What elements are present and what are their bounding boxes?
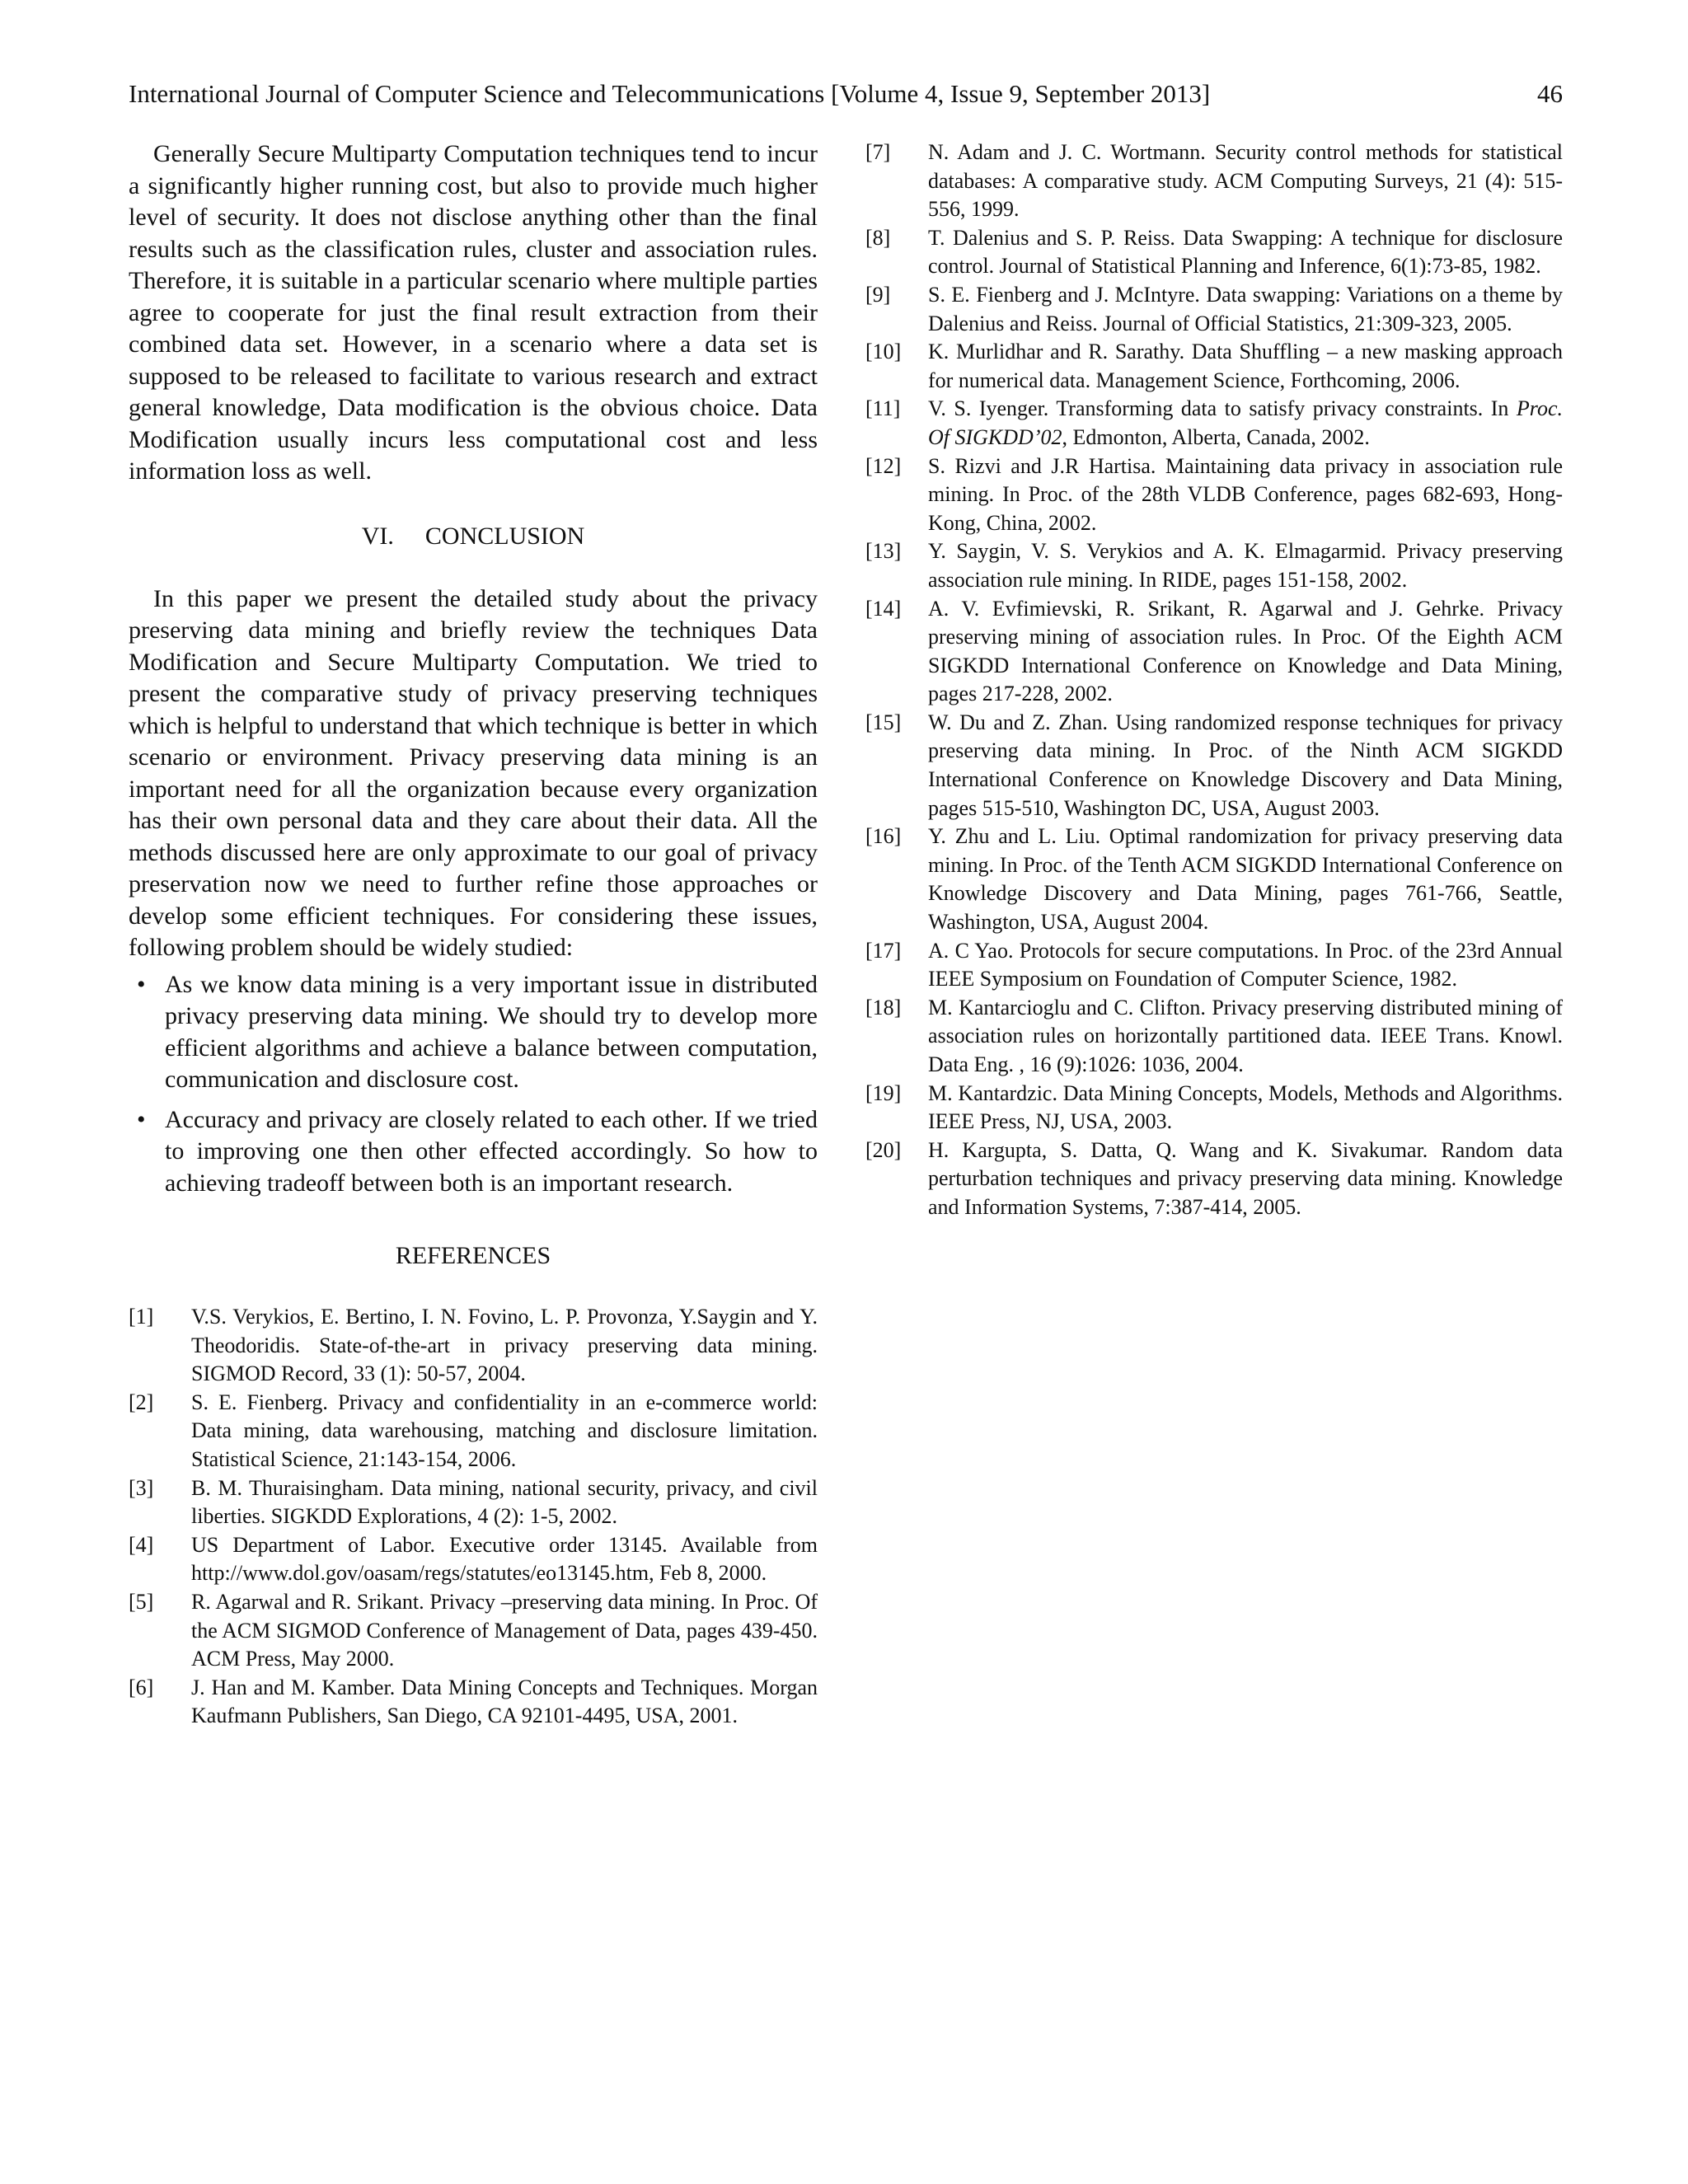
conclusion-heading — [129, 521, 818, 552]
reference-number: [1] — [129, 1305, 154, 1329]
reference-item — [865, 709, 1563, 823]
journal-header-title: International Journal of Computer Science and Telecommunications [Volume 4, Issue 9, September 2013] — [129, 79, 1211, 108]
references-heading: REFERENCES — [395, 1242, 551, 1269]
reference-item — [865, 537, 1563, 594]
reference-item — [129, 1389, 818, 1474]
conclusion-heading-number: VI. — [361, 522, 394, 550]
bullet-item — [129, 1104, 818, 1200]
reference-text: T. Dalenius and S. P. Reiss. Data Swapping: A technique for disclosure control. Journal of Statistical Planning and Inference, 6(1):73-85, 1982. — [928, 225, 1563, 279]
reference-number: [11] — [865, 396, 901, 421]
reference-number: [8] — [865, 225, 891, 250]
reference-number: [18] — [865, 995, 902, 1019]
reference-text: M. Kantardzic. Data Mining Concepts, Models, Methods and Algorithms. IEEE Press, NJ, USA, 2003. — [928, 1080, 1563, 1134]
reference-item — [129, 1531, 818, 1588]
reference-item — [129, 1474, 818, 1531]
reference-item — [129, 1303, 818, 1389]
reference-text: Y. Saygin, V. S. Verykios and A. K. Elmagarmid. Privacy preserving association rule mining. In RIDE, pages 151-158, 2002. — [928, 539, 1563, 592]
reference-text: N. Adam and J. C. Wortmann. Security control methods for statistical databases: A comparative study. ACM Computing Surveys, 21 (4): 515-556, 1999. — [928, 140, 1563, 222]
running-header — [129, 74, 1563, 114]
reference-text: US Department of Labor. Executive order 13145. Available from http://www.dol.gov/oasam/regs/statutes/eo13145.htm, Feb 8, 2000. — [191, 1532, 818, 1586]
reference-number: [12] — [865, 453, 902, 478]
reference-text: S. Rizvi and J.R Hartisa. Maintaining data privacy in association rule mining. In Proc. of the 28th VLDB Conference, pages 682-693, Hong-Kong, China, 2002. — [928, 453, 1563, 535]
reference-item — [865, 138, 1563, 224]
reference-text — [928, 395, 1563, 452]
bullet-dot-icon: • — [137, 1105, 146, 1133]
reference-number: [14] — [865, 596, 902, 621]
reference-number: [16] — [865, 824, 902, 849]
reference-number: [3] — [129, 1475, 154, 1500]
reference-text: B. M. Thuraisingham. Data mining, national security, privacy, and civil liberties. SIGKDD Explorations, 4 (2): 1-5, 2002. — [191, 1475, 818, 1529]
reference-text: J. Han and M. Kamber. Data Mining Concepts and Techniques. Morgan Kaufmann Publishers, San Diego, CA 92101-4495, USA, 2001. — [191, 1675, 818, 1728]
bullet-text: As we know data mining is a very important issue in distributed privacy preserving data mining. We should try to develop more efficient algorithms and achieve a balance between computation, communication and disclosure cost. — [165, 970, 818, 1093]
reference-text-part: , Edmonton, Alberta, Canada, 2002. — [1062, 424, 1370, 449]
reference-item — [865, 1137, 1563, 1222]
reference-italic-venue: Proc. Of SIGKDD’02 — [928, 396, 1563, 449]
reference-item — [865, 281, 1563, 338]
reference-text-part: V. S. Iyenger. Transforming data to satisfy privacy constraints. In — [928, 396, 1517, 421]
reference-number: [2] — [129, 1390, 154, 1414]
reference-item — [865, 595, 1563, 709]
page-number: 46 — [1537, 79, 1563, 108]
reference-text: A. C Yao. Protocols for secure computations. In Proc. of the 23rd Annual IEEE Symposium on Foundation of Computer Science, 1982. — [928, 938, 1563, 991]
right-column — [865, 138, 1563, 1222]
reference-text: K. Murlidhar and R. Sarathy. Data Shuffling – a new masking approach for numerical data. Management Science, Forthcoming, 2006. — [928, 340, 1563, 392]
reference-item — [865, 937, 1563, 994]
reference-item — [865, 1080, 1563, 1137]
reference-number: [7] — [865, 140, 891, 164]
intro-paragraph: Generally Secure Multiparty Computation techniques tend to incur a significantly higher running cost, but also to provide much higher level of security. It does not disclose anything other than the final results such as the classification rules, cluster and association rules. Therefore, it is suitable in a particular scenario where multiple parties agree to cooperate for just the final result extraction from their combined data set. However, in a scenario where a data set is supposed to be released to facilitate to various research and extract general knowledge, Data modification is the obvious choice. Data Modification usually incurs less computational cost and less information loss as well. — [129, 140, 818, 485]
conclusion-heading-title: CONCLUSION — [424, 522, 585, 550]
conclusion-paragraph: In this paper we present the detailed study about the privacy preserving data mining and briefly review the techniques Data Modification and Secure Multiparty Computation. We tried to present the comparative study of privacy preserving techniques which is helpful to understand that which technique is better in which scenario or environment. Privacy preserving data mining is an important need for all the organization because every organization has their own personal data and they care about their data. All the methods discussed here are only approximate to our goal of privacy preservation now we need to further refine those approaches or develop some efficient techniques. For considering these issues, following problem should be widely studied: — [129, 584, 818, 961]
reference-item — [129, 1588, 818, 1674]
reference-item — [865, 994, 1563, 1080]
reference-text: V.S. Verykios, E. Bertino, I. N. Fovino, L. P. Provonza, Y.Saygin and Y. Theodoridis. State-of-the-art in privacy preserving data mining. SIGMOD Record, 33 (1): 50-57, 2004. — [191, 1305, 818, 1386]
reference-number: [13] — [865, 539, 902, 564]
reference-number: [19] — [865, 1080, 902, 1105]
reference-text: A. V. Evfimievski, R. Srikant, R. Agarwal and J. Gehrke. Privacy preserving mining of association rules. In Proc. Of the Eighth ACM SIGKDD International Conference on Knowledge and Data Mining, pages 217-228, 2002. — [928, 596, 1563, 706]
bullet-item — [129, 969, 818, 1096]
reference-text: Y. Zhu and L. Liu. Optimal randomization for privacy preserving data mining. In Proc. of the Tenth ACM SIGKDD International Conference on Knowledge Discovery and Data Mining, pages 761-766, Seattle, Washington, USA, August 2004. — [928, 824, 1563, 935]
reference-number: [20] — [865, 1137, 902, 1162]
reference-number: [5] — [129, 1589, 154, 1614]
reference-item — [865, 224, 1563, 281]
reference-number: [9] — [865, 282, 891, 307]
reference-text: W. Du and Z. Zhan. Using randomized response techniques for privacy preserving data mining. In Proc. of the Ninth ACM SIGKDD International Conference on Knowledge Discovery and Data Mining, pages 515-510, Washington DC, USA, August 2003. — [928, 710, 1563, 820]
bullet-dot-icon: • — [137, 970, 146, 998]
reference-text: H. Kargupta, S. Datta, Q. Wang and K. Sivakumar. Random data perturbation techniques and privacy preserving data mining. Knowledge and Information Systems, 7:387-414, 2005. — [928, 1137, 1563, 1219]
reference-text: M. Kantarcioglu and C. Clifton. Privacy preserving distributed mining of association rules on horizontally partitioned data. IEEE Trans. Knowl. Data Eng. , 16 (9):1026: 1036, 2004. — [928, 995, 1563, 1076]
reference-number: [6] — [129, 1675, 154, 1699]
reference-item — [865, 338, 1563, 395]
reference-number: [10] — [865, 340, 902, 364]
reference-item — [129, 1674, 818, 1731]
reference-number: [17] — [865, 938, 902, 963]
reference-item — [865, 823, 1563, 936]
left-column — [129, 138, 818, 1731]
reference-number: [4] — [129, 1532, 154, 1557]
reference-item — [865, 395, 1563, 452]
reference-text: S. E. Fienberg. Privacy and confidentiality in an e-commerce world: Data mining, data warehousing, matching and disclosure limitation. Statistical Science, 21:143-154, 2006. — [191, 1390, 818, 1471]
reference-text: S. E. Fienberg and J. McIntyre. Data swapping: Variations on a theme by Dalenius and Reiss. Journal of Official Statistics, 21:309-323, 2005. — [928, 282, 1563, 335]
reference-item — [865, 452, 1563, 538]
reference-number: [15] — [865, 710, 902, 734]
conclusion-bullet-list — [129, 969, 818, 1200]
reference-text: R. Agarwal and R. Srikant. Privacy –preserving data mining. In Proc. Of the ACM SIGMOD Conference of Management of Data, pages 439-450. ACM Press, May 2000. — [191, 1589, 818, 1671]
bullet-text: Accuracy and privacy are closely related to each other. If we tried to improving one then other effected accordingly. So how to achieving tradeoff between both is an important research. — [165, 1105, 818, 1197]
